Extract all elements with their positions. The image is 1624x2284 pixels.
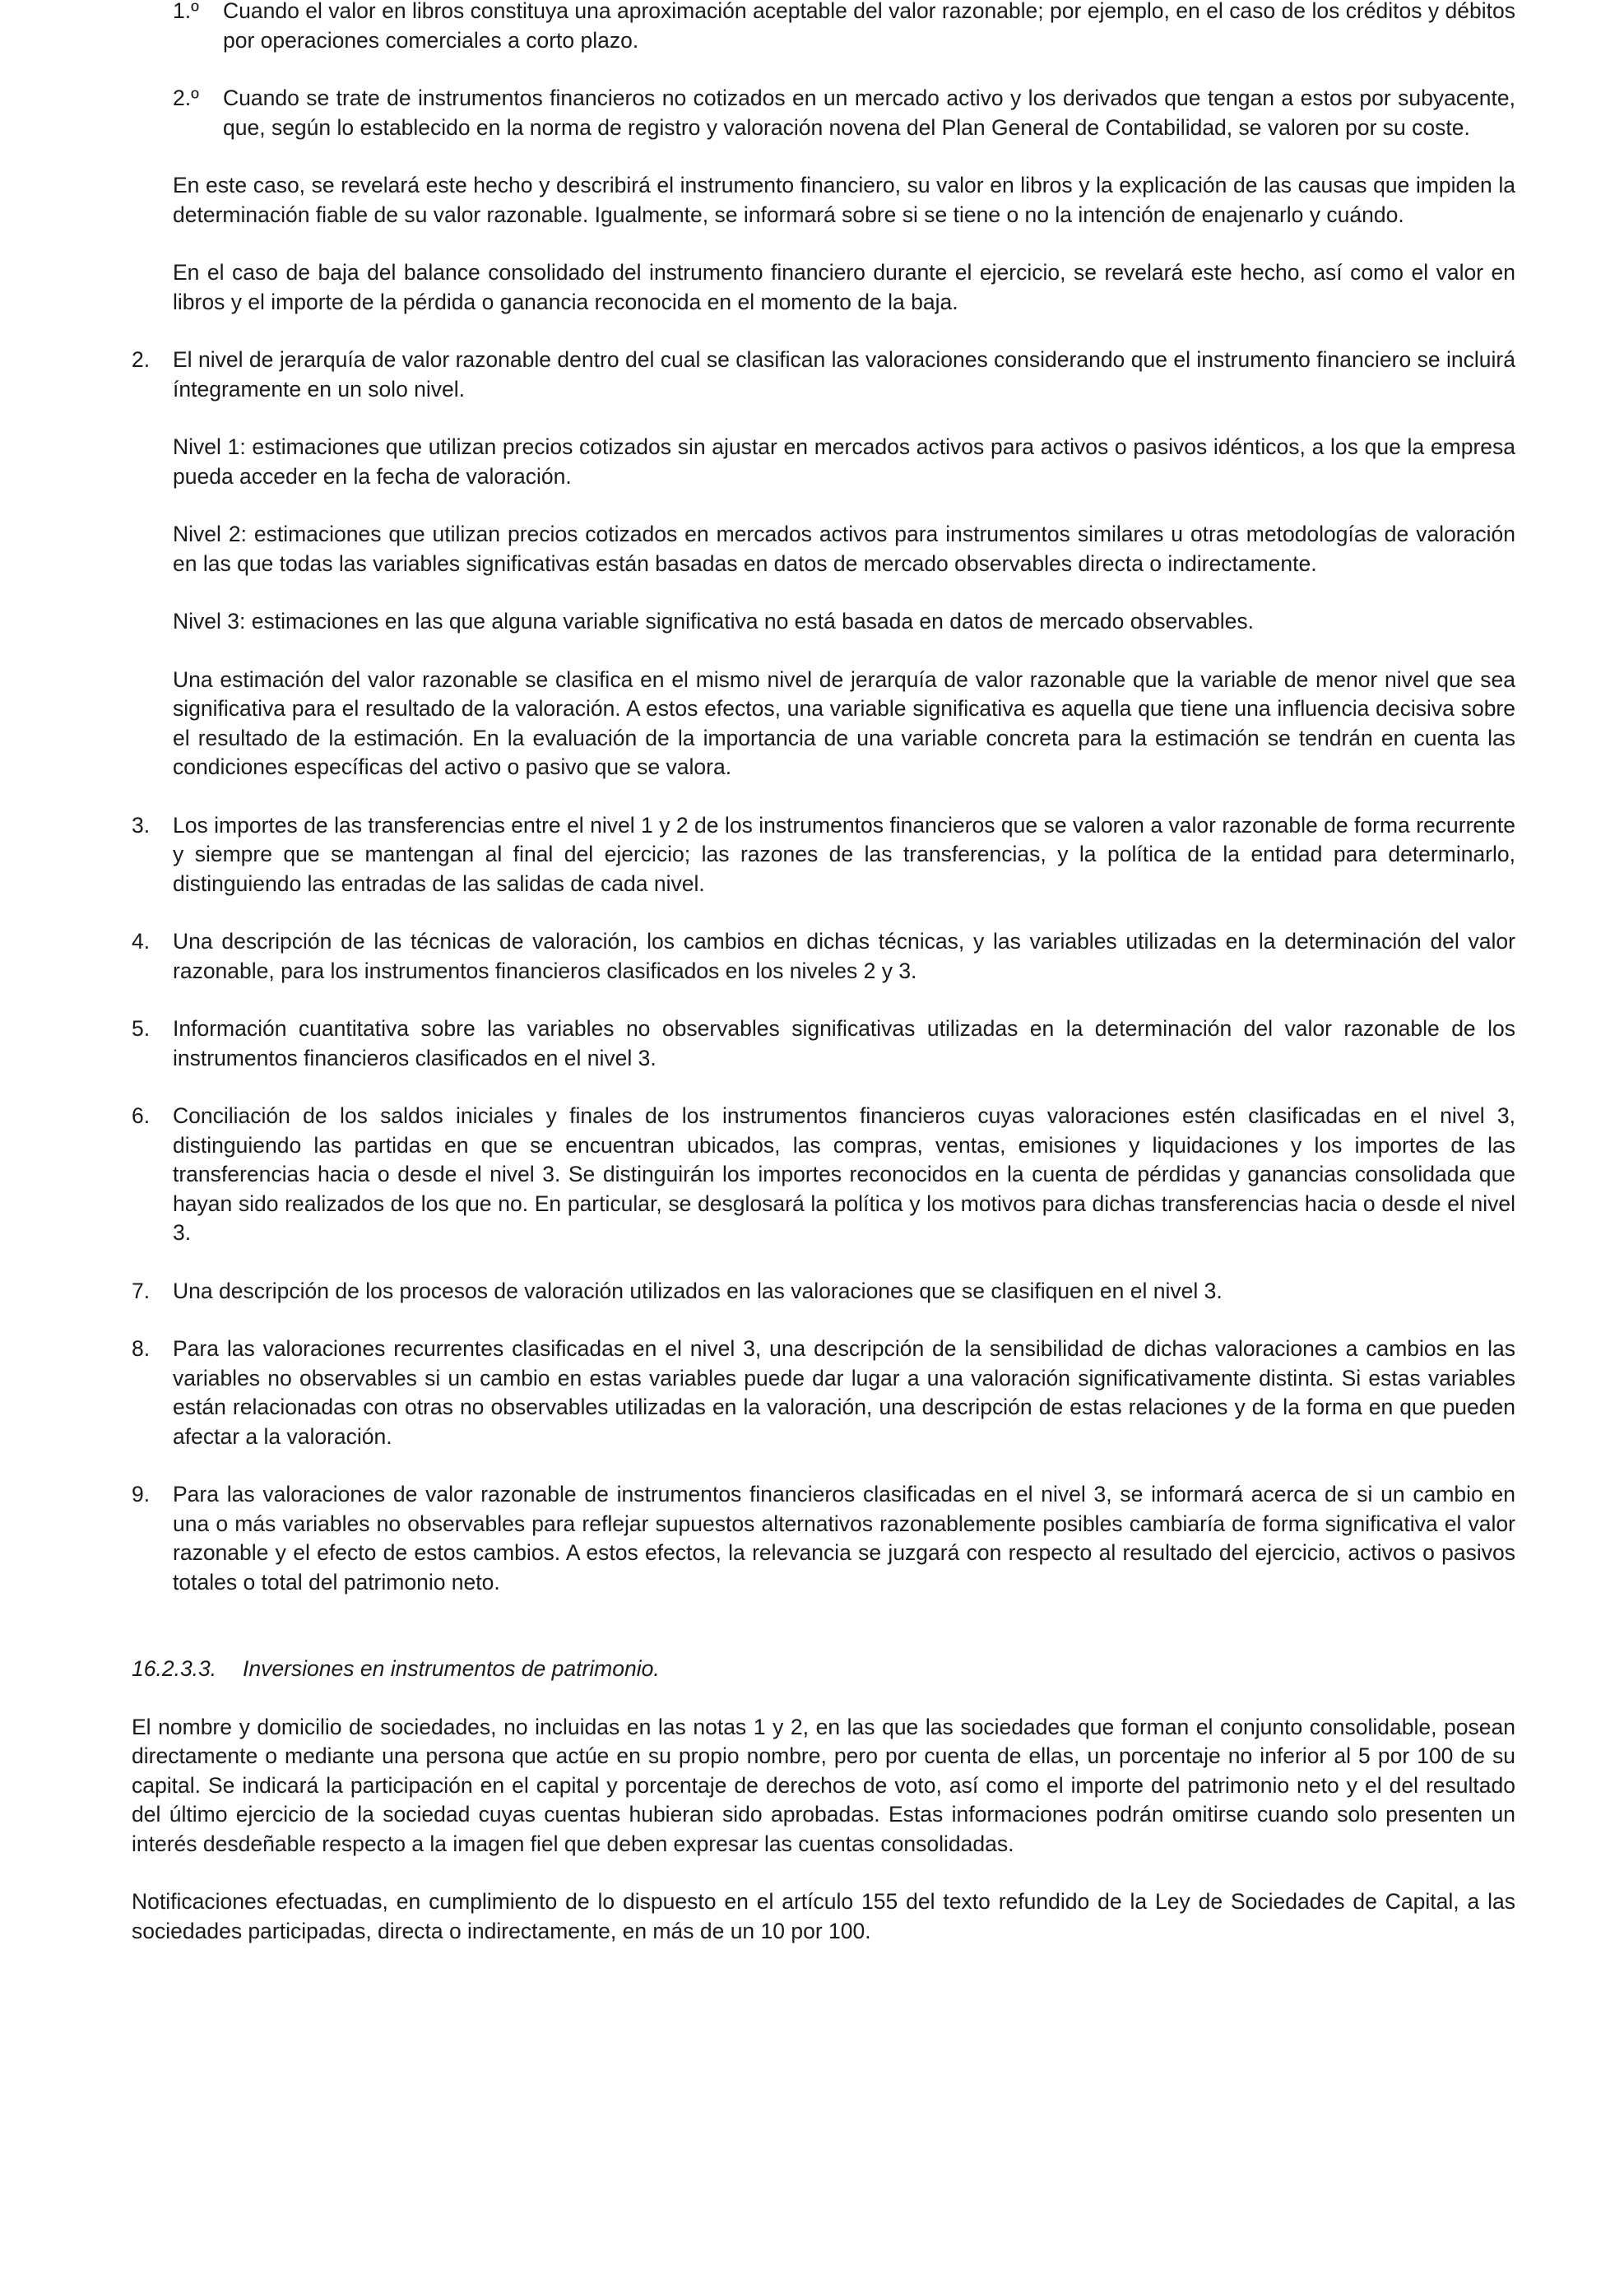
paragraph: En el caso de baja del balance consolidado del instrumento financiero durante el ejercicio, se revelará este hecho, así como el valor en libros y el importe de la pérdida o ganancia reconocida en el momento de la baja. — [173, 260, 1515, 314]
list-item — [132, 1480, 1515, 1597]
section-title: Inversiones en instrumentos de patrimonio. — [243, 1656, 660, 1681]
list-item-text: Los importes de las transferencias entre el nivel 1 y 2 de los instrumentos financieros que se valoren a valor razonable de forma recurrente y siempre que se mantengan al final del ejercicio; las razones de las transferencias, y la política de la entidad para determinarlo, distinguiendo las entradas de las salidas de cada nivel. — [173, 812, 1515, 896]
sub-list-item — [173, 84, 1515, 142]
paragraph-nivel-3: Nivel 3: estimaciones en las que alguna variable significativa no está basada en datos de mercado observables. — [173, 609, 1255, 634]
list-item-number: 9. — [132, 1482, 151, 1506]
list-item — [132, 346, 1515, 404]
list-item — [132, 1277, 1515, 1307]
list-item — [132, 1014, 1515, 1073]
list-item — [132, 1102, 1515, 1248]
section-number: 16.2.3.3. — [132, 1656, 217, 1681]
list-item — [132, 811, 1515, 899]
paragraph-nivel-2: Nivel 2: estimaciones que utilizan precios cotizados en mercados activos para instrumentos similares u otras metodologías de valoración en las que todas las variables significativas están basadas en datos de mercado observables directa o indirectamente. — [173, 522, 1515, 576]
paragraph: Notificaciones efectuadas, en cumplimiento de lo dispuesto en el artículo 155 del texto refundido de la Ley de Sociedades de Capital, a las sociedades participadas, directa o indirectamente, en más de un 10 por 100. — [132, 1889, 1515, 1943]
sub-item-text: Cuando el valor en libros constituya una aproximación aceptable del valor razonable; por ejemplo, en el caso de los créditos y débitos por operaciones comerciales a corto plazo. — [223, 0, 1515, 53]
section-heading — [132, 1655, 1515, 1684]
list-item-text: Información cuantitativa sobre las variables no observables significativas utilizadas en la determinación del valor razonable de los instrumentos financieros clasificados en el nivel 3. — [173, 1016, 1515, 1070]
list-item — [132, 1335, 1515, 1451]
sub-item-number: 1.º — [173, 0, 199, 23]
list-item — [132, 927, 1515, 986]
list-item-number: 3. — [132, 812, 151, 838]
list-item-number: 4. — [132, 929, 151, 954]
list-item-text: Una descripción de las técnicas de valoración, los cambios en dichas técnicas, y las variables utilizadas en la determinación del valor razonable, para los instrumentos financieros clasificados en los niveles 2 y 3. — [173, 929, 1515, 983]
list-item-number: 7. — [132, 1278, 151, 1303]
list-item-text: Para las valoraciones recurrentes clasificadas en el nivel 3, una descripción de la sensibilidad de dichas valoraciones a cambios en las variables no observables si un cambio en estas variables puede dar lugar a una valoración significativamente distinta. Si estas variables están relacionadas con otras no observables utilizadas en la valoración, una descripción de estas relaciones y de la forma en que pueden afectar a la valoración. — [173, 1336, 1515, 1449]
sub-item-number: 2.º — [173, 86, 199, 110]
sub-list-item — [173, 0, 1515, 55]
sub-item-text: Cuando se trate de instrumentos financieros no cotizados en un mercado activo y los derivados que tengan a estos por subyacente, que, según lo establecido en la norma de registro y valoración novena del Plan General de Contabilidad, se valoren por su coste. — [223, 86, 1515, 140]
paragraph: El nombre y domicilio de sociedades, no incluidas en las notas 1 y 2, en las que las sociedades que forman el conjunto consolidable, posean directamente o mediante una persona que actúe en su propio nombre, pero por cuenta de ellas, un porcentaje no inferior al 5 por 100 de su capital. Se indicará la participación en el capital y porcentaje de derechos de voto, así como el importe del patrimonio neto y el del resultado del último ejercicio de la sociedad cuyas cuentas hubieran sido aprobadas. Estas informaciones podrán omitirse cuando solo presenten un interés desdeñable respecto a la imagen fiel que deben expresar las cuentas consolidadas. — [132, 1714, 1515, 1856]
paragraph: Una estimación del valor razonable se clasifica en el mismo nivel de jerarquía de valor razonable que la variable de menor nivel que sea significativa para el resultado de la valoración. A estos efectos, una variable significativa es aquella que tiene una influencia decisiva sobre el resultado de la estimación. En la evaluación de la importancia de una variable concreta para la estimación se tendrán en cuenta las condiciones específicas del activo o pasivo que se valora. — [173, 666, 1515, 779]
paragraph-nivel-1: Nivel 1: estimaciones que utilizan precios cotizados sin ajustar en mercados activos para activos o pasivos idénticos, a los que la empresa pueda acceder en la fecha de valoración. — [173, 434, 1515, 489]
document-page — [132, 0, 1515, 1946]
list-item-number: 6. — [132, 1103, 151, 1128]
list-item-text: Una descripción de los procesos de valoración utilizados en las valoraciones que se clasifiquen en el nivel 3. — [173, 1278, 1223, 1303]
list-item-text: Conciliación de los saldos iniciales y finales de los instrumentos financieros cuyas valoraciones estén clasificadas en el nivel 3, distinguiendo las partidas en que se encuentran ubicados, las compras, ventas, emisiones y liquidaciones y los importes de las transferencias hacia o desde el nivel 3. Se distinguirán los importes reconocidos en la cuenta de pérdidas y ganancias consolidada que hayan sido realizados de los que no. En particular, se desglosará la política y los motivos para dichas transferencias hacia o desde el nivel 3. — [173, 1103, 1515, 1245]
paragraph: En este caso, se revelará este hecho y describirá el instrumento financiero, su valor en libros y la explicación de las causas que impiden la determinación fiable de su valor razonable. Igualmente, se informará sobre si se tiene o no la intención de enajenarlo y cuándo. — [173, 173, 1515, 227]
list-item-number: 2. — [132, 347, 151, 372]
list-item-text: Para las valoraciones de valor razonable de instrumentos financieros clasificadas en el nivel 3, se informará acerca de si un cambio en una o más variables no observables para reflejar supuestos alternativos razonablemente posibles cambiaría de forma significativa el valor razonable y el efecto de estos cambios. A estos efectos, la relevancia se juzgará con respecto al resultado del ejercicio, activos o pasivos totales o total del patrimonio neto. — [173, 1482, 1515, 1595]
list-item-text: El nivel de jerarquía de valor razonable dentro del cual se clasifican las valoraciones considerando que el instrumento financiero se incluirá íntegramente en un solo nivel. — [173, 347, 1515, 402]
list-item-number: 8. — [132, 1336, 151, 1361]
list-item-number: 5. — [132, 1016, 151, 1041]
